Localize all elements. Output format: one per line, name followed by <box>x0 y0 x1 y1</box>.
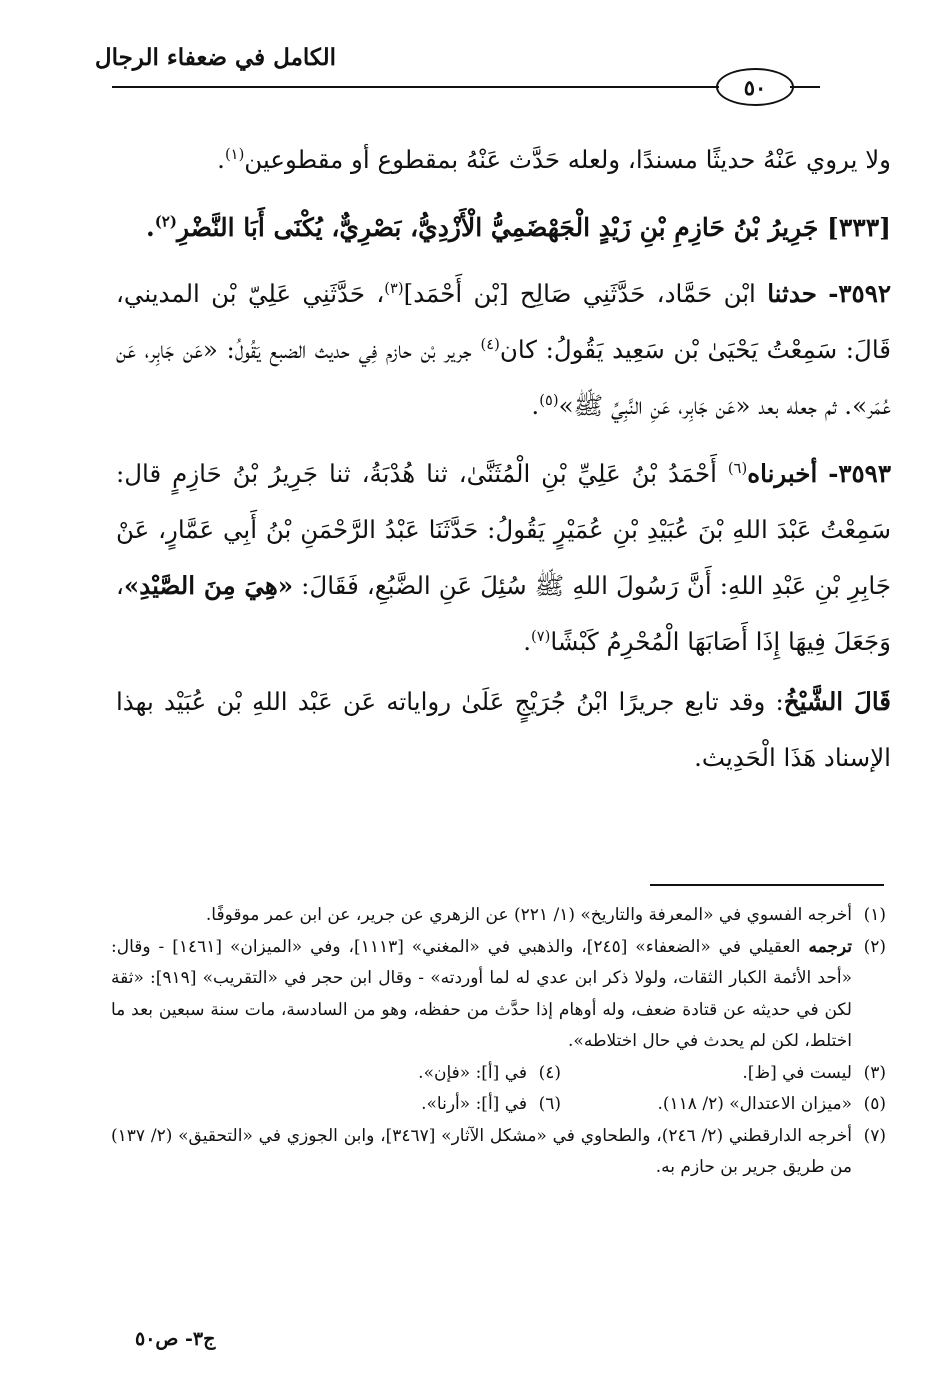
footnote-ref-2[interactable]: (٢) <box>154 212 177 231</box>
footnote-ref-4[interactable]: (٤) <box>480 335 500 353</box>
entry-heading: [٣٣٣] جَرِيرُ بْنُ حَازِمِ بْنِ زَيْدٍ الْجَهْضَمِيُّ الْأَزْدِيُّ، بَصْرِيٌّ، يُكْنَى أَبَا النَّضْرِ$^{(٢)}$. <box>145 212 891 242</box>
header-rule-right <box>790 86 820 88</box>
footnote-7: (٧) أخرجه الدارقطني (٢/ ٢٤٦)، والطحاوي في «مشكل الآثار» [٣٤٦٧]، وابن الجوزي في «التحقيق» (٢/ ١٣٧) من طريق جرير بن حازم به. <box>111 1125 886 1177</box>
hadith-number: ٣٥٩٣- <box>828 459 891 488</box>
header-rule-left <box>112 86 719 88</box>
footnote-ref-1[interactable]: (١) <box>224 145 245 163</box>
shaykh-comment: قَالَ الشَّيْخُ: وقد تابع جريرًا ابْنُ جُرَيْجٍ عَلَىٰ رواياته عَن عَبْد اللهِ بْن عُبَيْد بهذا الإسناد هَذَا الْحَدِيث. <box>116 687 892 772</box>
footnote-4: (٤) في [أ]: «فإن». <box>418 1062 561 1083</box>
main-text <box>116 132 891 798</box>
footnote-ref-6[interactable]: (٦) <box>727 459 748 477</box>
paragraph-continuation: ولا يروي عَنْهُ حديثًا مسندًا، ولعله حَدَّث عَنْهُ بمقطوع أو مقطوعين$^{(١)}$. <box>217 145 891 174</box>
shaykh-lead: قَالَ الشَّيْخُ <box>783 687 892 716</box>
transmission-lead: حدثنا <box>767 279 817 308</box>
volume-page-reference: ج٣- ص٥٠ <box>135 1328 216 1350</box>
footnote-2: (٢) ترجمه العقيلي في «الضعفاء» [٢٤٥]، والذهبي في «المغني» [١١١٣]، وفي «الميزان» [١٤٦١] - وقال: «أحد الأئمة الكبار الثقات، ولولا ذكر ابن عدي له لما أوردته» - وقال ابن حجر في «التقريب» [٩١٩]: «ثقة لكن في حديثه عن قتادة ضعف، وله أوهام إذا حدَّث من حفظه، وهو من السادسة، مات سنة سبعين بعد ما اختلط، لكن لم يحدث في حال اختلاطه». <box>111 936 886 1051</box>
footnote-ref-5[interactable]: (٥) <box>539 391 559 409</box>
footnote-separator <box>650 884 884 886</box>
footnote-3: (٣) ليست في [ظ]. <box>742 1062 886 1083</box>
prophetic-quote: «هِيَ مِنَ الصَّيْدِ» <box>123 571 294 600</box>
footnote-5: (٥) «ميزان الاعتدال» (٢/ ١١٨). <box>657 1094 886 1114</box>
footnote-1: (١) أخرجه الفسوي في «المعرفة والتاريخ» (١/ ٢٢١) عن الزهري عن جرير، عن ابن عمر موقوفًا. <box>205 905 886 925</box>
footnote-6: (٦) في [أ]: «أرنا». <box>421 1094 561 1114</box>
footnote-row-5-6 <box>111 1089 886 1121</box>
transmission-lead: أخبرناه <box>747 459 818 488</box>
footnotes <box>111 900 886 1184</box>
footnote-ref-3[interactable]: (٣) <box>384 279 404 297</box>
running-title: الكامل في ضعفاء الرجال <box>94 44 336 71</box>
hadith-number: ٣٥٩٢- <box>828 279 892 308</box>
footnote-row-3-4 <box>111 1058 886 1090</box>
page-number <box>716 68 794 106</box>
hadith-3592: ٣٥٩٢- حدثنا ابْن حَمَّاد، حَدَّثَنِي صَالِح [بْن أَحْمَد]$^{(٣)}$، حَدَّثَنِي عَلِيّ بْن المديني، قَالَ: سَمِعْتُ يَحْيَىٰ بْن سَعِيد يَقُولُ: كان$^{(٤)}$ جرير بْن حازم فِي حديث الضبع يَقُولُ: «عَن جَابِر، عَن عُمَر». ثم جعله بعد «عَن جَابِر، عَنِ النَّبِيِّ ﷺ»$^{(٥)}$. <box>116 279 892 420</box>
hadith-3593: ٣٥٩٣- أخبرناه$^{(٦)}$ أَحْمَدُ بْنُ عَلِيِّ بْنِ الْمُثَنَّىٰ، ثنا هُدْبَةُ، ثنا جَرِيرُ بْنُ حَازِمٍ قال: سَمِعْتُ عَبْدَ اللهِ بْنَ عُبَيْدِ بْنِ عُمَيْرٍ يَقُولُ: حَدَّثَنَا عَبْدُ الرَّحْمَنِ بْنُ أَبِي عَمَّارٍ، عَنْ جَابِرِ بْنِ عَبْدِ اللهِ: أَنَّ رَسُولَ اللهِ ﷺ سُئِلَ عَنِ الضَّبُعِ، فَقَالَ: «هِيَ مِنَ الصَّيْدِ»، وَجَعَلَ فِيهَا إِذَا أَصَابَهَا الْمُحْرِمُ كَبْشًا$^{(٧)}$. <box>116 459 891 656</box>
footnote-ref-7[interactable]: (٧) <box>530 627 551 645</box>
page-number-label: ٥٠ <box>743 74 767 100</box>
